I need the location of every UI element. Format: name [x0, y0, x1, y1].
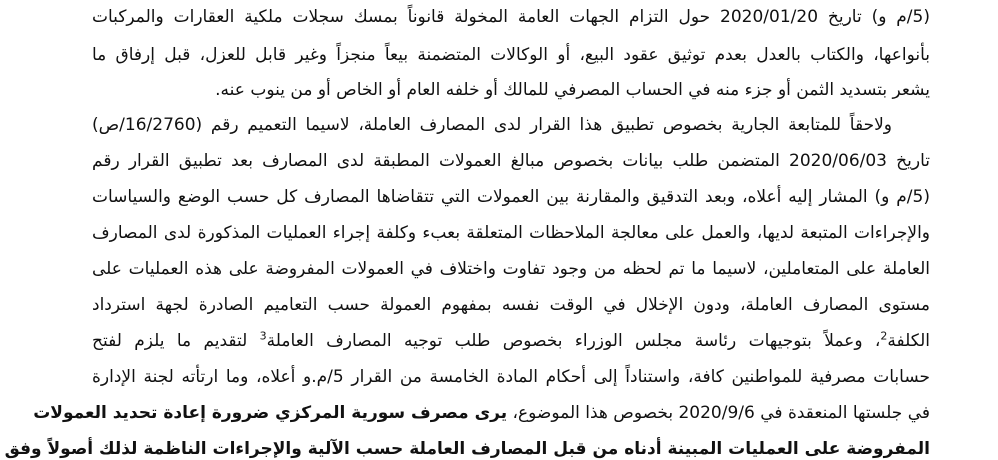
line10-end: لتقديم ما يلزم لفتح: [92, 331, 248, 351]
line12-bold: يرى مصرف سورية المركزي ضرورة إعادة تحديد العمولات: [33, 403, 508, 423]
text-line-4: ولاحقاً للمتابعة الجارية بخصوص تطبيق هذا القرار لدى المصارف العاملة، لاسيما التعميم رقم (16/2760/ص): [92, 115, 892, 135]
text-line-1: (5/م و) تاريخ 2020/01/20 حول التزام الجهات العامة المخولة قانوناً بمسك سجلات ملكية العقارات والمركبات: [92, 7, 930, 27]
footnote-ref-3[interactable]: 3: [259, 329, 267, 343]
line10-mid: ، وعملاً بتوجيهات رئاسة مجلس الوزراء بخصوص طلب توجيه المصارف العاملة: [266, 331, 881, 351]
text-line-8: العاملة على المتعاملين، لاسيما ما تم لحظه من وجود تفاوت واختلاف في العمولات المفروضة على هذه العمليات على: [92, 259, 930, 279]
text-line-12: [33, 402, 930, 424]
text-line-6: (5/م و) المشار إليه أعلاه، وبعد التدقيق والمقارنة بين العمولات التي تتقاضاها المصارف كل حسب الوضع والسياسات: [92, 187, 930, 207]
text-line-13: المفروضة على العمليات المبينة أدناه من قبل المصارف العاملة حسب الآلية والإجراءات الناظمة لذلك أصولاً وفق: [4, 439, 930, 459]
line10-start: الكلفة: [887, 331, 930, 351]
footnote-ref-2[interactable]: 2: [880, 329, 888, 343]
text-line-9: مستوى المصارف العاملة، ودون الإخلال في الوقت نفسه بمفهوم العمولة حسب التعاميم الصادرة لجهة استرداد: [92, 295, 930, 315]
text-line-11: حسابات مصرفية للمواطنين كافة، واستناداً إلى أحكام المادة الخامسة من القرار 5/م.و أعلاه، وما ارتأته لجنة الإدارة: [92, 367, 930, 387]
text-line-2: بأنواعها، والكتاب بالعدل بعدم توثيق عقود البيع، أو الوكالات المتضمنة بيعاً منجزاً وغير قابل للعزل، قبل إرفاق ما: [92, 45, 930, 65]
text-line-7: والإجراءات المتبعة لديها، والعمل على معالجة الملاحظات المتعلقة بعبء وكلفة إجراء العمليات المذكورة لدى المصارف: [92, 223, 930, 243]
text-line-5: تاريخ 2020/06/03 المتضمن طلب بيانات بخصوص مبالغ العمولات المطبقة لدى المصارف بعد تطبيق القرار رقم: [92, 151, 930, 171]
line12-regular: في جلستها المنعقدة في 2020/9/6 بخصوص هذا الموضوع،: [512, 403, 930, 423]
text-line-3: يشعر بتسديد الثمن أو جزء منه في الحساب المصرفي للمالك أو خلفه العام أو الخاص أو من ينوب عنه.: [215, 80, 930, 100]
text-line-10: [92, 330, 930, 352]
